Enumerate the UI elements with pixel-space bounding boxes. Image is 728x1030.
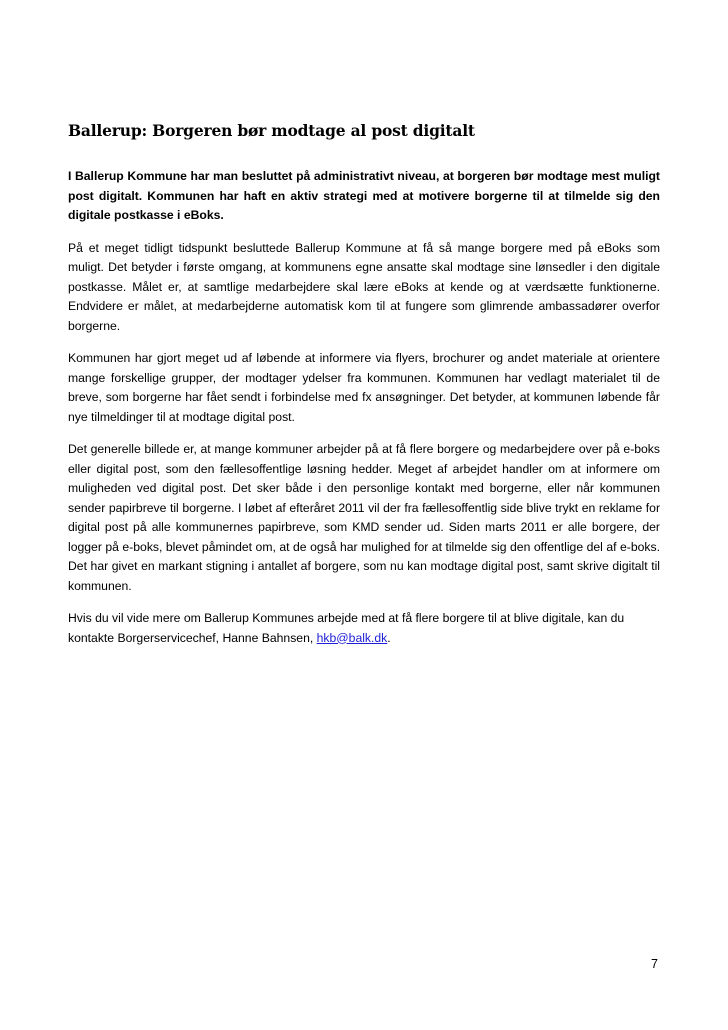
paragraph-2: Kommunen har gjort meget ud af løbende at informere via flyers, brochurer og andet materiale at orientere mange forskellige grupper, der modtager ydelser fra kommunen. Kommunen har vedlagt materialet til de breve, som borgerne har fået sendt i forbindelse med fx ansøgninger. Det betyder, at kommunen løbende får nye tilmeldinger til at modtage digital post. (68, 351, 660, 424)
page-number: 7 (651, 957, 658, 971)
page-title: Ballerup: Borgeren bør modtage al post digitalt (68, 121, 475, 140)
lead-paragraph: I Ballerup Kommune har man besluttet på administrativt niveau, at borgeren bør modtage mest muligt post digitalt. Kommunen har haft en aktiv strategi med at motivere borgerne til at tilmelde sig den digitale postkasse i eBoks. (68, 169, 660, 222)
paragraph-1: På et meget tidligt tidspunkt besluttede Ballerup Kommune at få så mange borgere med på eBoks som muligt. Det betyder i første omgang, at kommunens egne ansatte skal modtage sine lønsedler i den digitale postkasse. Målet er, at samtlige medarbejdere skal lære eBoks at kende og at værdsætte funktionerne. Endvidere er målet, at medarbejderne automatisk kom til at fungere som glimrende ambassadører overfor borgerne. (68, 240, 660, 333)
contact-period: . (387, 630, 391, 645)
contact-text: Hvis du vil vide mere om Ballerup Kommunes arbejde med at få flere borgere til at blive digitale, kan du kontakte Borgerservicechef, Hanne Bahnsen, (68, 611, 625, 645)
paragraph-3: Det generelle billede er, at mange kommuner arbejder på at få flere borgere og medarbejdere over på e-boks eller digital post, som den fællesoffentlige løsning hedder. Meget af arbejdet handler om at informere om muligheden ved digital post. Det sker både i den personlige kontakt med borgerne, eller når kommunen sender papirbreve til borgerne. I løbet af efteråret 2011 vil der fra fællesoffentlig side blive trykt en reklame for digital post på alle kommunernes papirbreve, som KMD sender ud. Siden marts 2011 er alle borgere, der logger på e-boks, blevet påmindet om, at de også har mulighed for at tilmelde sig den offentlige del af e-boks. Det har givet en markant stigning i antallet af borgere, som nu kan modtage digital post, samt skrive digitalt til kommunen. (68, 442, 660, 593)
document-body (68, 121, 660, 661)
contact-paragraph (68, 609, 660, 648)
email-link[interactable]: hkb@balk.dk (316, 630, 388, 645)
